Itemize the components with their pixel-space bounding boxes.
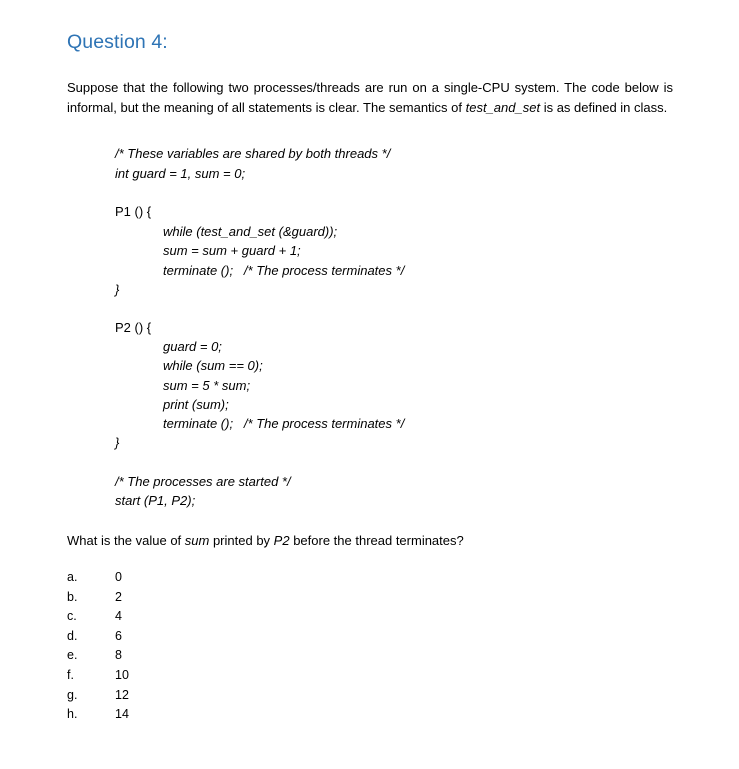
- option-value: 2: [115, 589, 122, 604]
- option-letter: c.: [67, 609, 77, 624]
- code-p2-header: P2 () {: [115, 320, 152, 335]
- code-p2-line: guard = 0;: [163, 339, 222, 354]
- option-letter: f.: [67, 667, 74, 682]
- intro-text-1: Suppose that the following two processes/threads are run on a single-CPU system. The code below is informal, but the meaning of all statements is clear. The semantics of: [67, 80, 673, 115]
- code-p2-close: }: [115, 435, 120, 450]
- code-comment-shared: /* These variables are shared by both threads */: [115, 146, 391, 161]
- option-value: 10: [115, 667, 129, 682]
- intro-text-2: is as defined in class.: [540, 99, 668, 115]
- option-a[interactable]: [67, 568, 187, 588]
- question-text: [67, 531, 464, 551]
- code-p2-line: print (sum);: [163, 397, 229, 412]
- intro-term: test_and_set: [465, 99, 541, 115]
- code-p1-close: }: [115, 282, 120, 297]
- question-text-3: before the thread terminates?: [289, 533, 464, 548]
- question-var: sum: [184, 533, 210, 548]
- option-letter: e.: [67, 648, 78, 663]
- code-p1-header: P1 () {: [115, 204, 152, 219]
- code-p1-line: while (test_and_set (&guard));: [163, 224, 338, 239]
- option-c[interactable]: [67, 607, 187, 627]
- option-letter: d.: [67, 628, 78, 643]
- option-letter: a.: [67, 570, 78, 584]
- question-proc: P2: [273, 533, 290, 548]
- code-p2-line: while (sum == 0);: [163, 358, 263, 373]
- code-comment-start: /* The processes are started */: [115, 474, 291, 489]
- option-value: 4: [115, 609, 122, 624]
- option-letter: b.: [67, 589, 78, 604]
- option-e[interactable]: [67, 646, 187, 666]
- option-letter: g.: [67, 687, 78, 702]
- option-value: 6: [115, 628, 122, 643]
- option-value: 14: [115, 707, 129, 722]
- question-text-2: printed by: [209, 533, 274, 548]
- option-value: 0: [115, 570, 122, 584]
- question-text-1: What is the value of: [67, 533, 185, 548]
- code-declaration: int guard = 1, sum = 0;: [115, 166, 246, 181]
- question-intro: [67, 78, 673, 117]
- option-d[interactable]: [67, 627, 187, 647]
- answer-options: [67, 568, 187, 725]
- option-value: 12: [115, 687, 129, 702]
- option-value: 8: [115, 648, 122, 663]
- code-start-call: start (P1, P2);: [115, 493, 196, 508]
- code-p2-line: terminate (); /* The process terminates */: [163, 416, 405, 431]
- option-f[interactable]: [67, 666, 187, 686]
- option-letter: h.: [67, 707, 78, 722]
- option-g[interactable]: [67, 686, 187, 706]
- question-heading: Question 4:: [67, 31, 168, 53]
- option-b[interactable]: [67, 588, 187, 608]
- code-p2-line: sum = 5 * sum;: [163, 378, 251, 393]
- code-p1-line: terminate (); /* The process terminates */: [163, 263, 405, 278]
- code-p1-line: sum = sum + guard + 1;: [163, 243, 301, 258]
- option-h[interactable]: [67, 705, 187, 725]
